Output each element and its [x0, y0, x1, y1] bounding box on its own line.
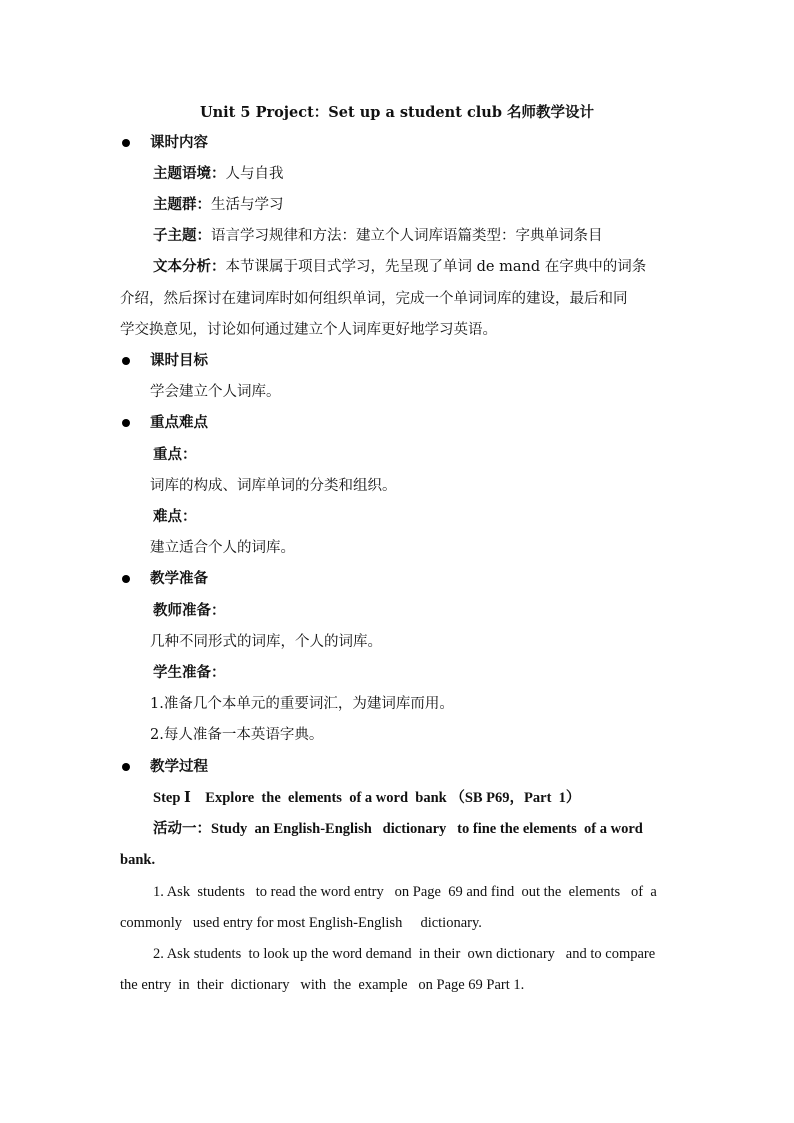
procedure-1-line-2: commonly used entry for most English-English dictionary. [120, 915, 482, 931]
document-title: Unit 5 Project：Set up a student club 名师教学设计 [199, 104, 595, 121]
bullet-icon [122, 575, 130, 583]
section-heading-objectives: 课时目标 [150, 352, 208, 369]
sub-theme-label: 子主题： [153, 227, 211, 244]
sub-theme-row [153, 226, 603, 246]
activity-1-line-2: bank. [120, 852, 156, 868]
bullet-icon [122, 139, 130, 147]
section-heading-process: 教学过程 [150, 758, 208, 775]
bullet-icon [122, 763, 130, 771]
section-heading-lesson-content: 课时内容 [150, 134, 208, 151]
text-analysis-label: 文本分析： [153, 258, 226, 275]
text-analysis-line-1 [153, 257, 646, 277]
procedure-2-line-1: 2. Ask students to look up the word demand in their own dictionary and to compare [153, 946, 656, 962]
activity-1-line-1: 活动一：Study an English-English dictionary to fine the elements of a word [153, 821, 643, 837]
sub-theme-value: 语言学习规律和方法：建立个人词库语篇类型：字典单词条目 [211, 228, 603, 244]
step-heading: Step Ⅰ Explore the elements of a word bank （SB P69，Part 1） [153, 790, 581, 806]
student-prep-item-1: 1.准备几个本单元的重要词汇，为建词库而用。 [150, 696, 454, 712]
procedure-1-line-1: 1. Ask students to read the word entry on Page 69 and find out the elements of a [153, 884, 657, 900]
student-prep-label: 学生准备： [153, 664, 226, 681]
difficulty-text: 建立适合个人的词库。 [150, 540, 295, 556]
theme-group-label: 主题群： [153, 196, 211, 213]
objectives-text: 学会建立个人词库。 [150, 384, 281, 400]
theme-context-row [153, 164, 284, 184]
theme-context-label: 主题语境： [153, 165, 226, 182]
theme-context-value: 人与自我 [225, 166, 284, 182]
section-heading-key-points: 重点难点 [150, 414, 208, 431]
section-heading-preparation: 教学准备 [150, 570, 208, 587]
text-analysis-line-3: 学交换意见，讨论如何通过建立个人词库更好地学习英语。 [120, 322, 497, 338]
teacher-prep-text: 几种不同形式的词库，个人的词库。 [150, 634, 382, 650]
bullet-icon [122, 357, 130, 365]
difficulty-label: 难点： [153, 508, 197, 525]
theme-group-row [153, 195, 284, 215]
text-analysis-text-1: 本节课属于项目式学习，先呈现了单词 de mand 在字典中的词条 [225, 259, 647, 275]
teacher-prep-label: 教师准备： [153, 602, 226, 619]
bullet-icon [122, 419, 130, 427]
student-prep-item-2: 2.每人准备一本英语字典。 [150, 727, 324, 743]
key-point-label: 重点： [153, 446, 197, 463]
text-analysis-line-2: 介绍，然后探讨在建词库时如何组织单词，完成一个单词词库的建设，最后和同 [120, 291, 628, 307]
theme-group-value: 生活与学习 [211, 197, 284, 213]
key-point-text: 词库的构成、词库单词的分类和组织。 [150, 478, 397, 494]
procedure-2-line-2: the entry in their dictionary with the example on Page 69 Part 1. [120, 977, 525, 993]
